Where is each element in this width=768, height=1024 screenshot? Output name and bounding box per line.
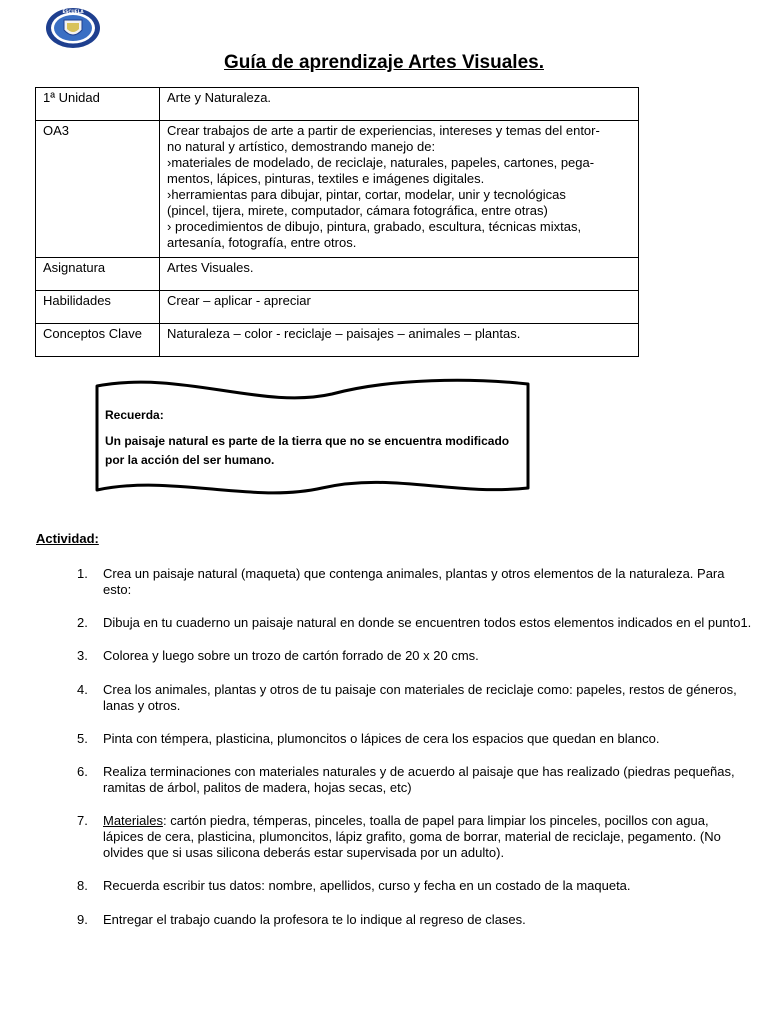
row-label: Conceptos Clave xyxy=(36,324,160,357)
table-row xyxy=(36,121,639,258)
list-item xyxy=(77,566,752,598)
row-value: Arte y Naturaleza. xyxy=(160,88,639,121)
item-text: Colorea y luego sobre un trozo de cartón forrado de 20 x 20 cms. xyxy=(103,648,479,663)
oa3-line: artesanía, fotografía, entre otros. xyxy=(167,235,357,250)
list-item xyxy=(77,615,752,631)
item-number: 1. xyxy=(77,566,88,581)
oa3-line: mentos, lápices, pinturas, textiles e imágenes digitales. xyxy=(167,171,485,186)
info-table xyxy=(35,87,639,357)
row-value-oa3 xyxy=(160,121,639,258)
item-number: 7. xyxy=(77,813,88,828)
table-row xyxy=(36,324,639,357)
row-label: 1ª Unidad xyxy=(36,88,160,121)
item-text: : cartón piedra, témperas, pinceles, toalla de papel para limpiar los pinceles, pocillos con agua, lápices de cera, plasticina, plumoncitos, lápiz grafito, goma de borrar, material de reciclaje, pegamento. (No olvides que si usas silicona deberás estar supervisada por un adulto). xyxy=(103,813,721,860)
item-text: Pinta con témpera, plasticina, plumoncitos o lápices de cera los espacios que quedan en blanco. xyxy=(103,731,660,746)
materials-label: Materiales xyxy=(103,813,163,828)
item-text: Recuerda escribir tus datos: nombre, apellidos, curso y fecha en un costado de la maqueta. xyxy=(103,878,631,893)
list-item xyxy=(77,813,752,861)
row-value: Naturaleza – color - reciclaje – paisajes – animales – plantas. xyxy=(160,324,639,357)
item-number: 9. xyxy=(77,912,88,927)
oa3-line: › procedimientos de dibujo, pintura, grabado, escultura, técnicas mixtas, xyxy=(167,219,582,234)
item-number: 2. xyxy=(77,615,88,630)
school-logo xyxy=(44,6,102,50)
oa3-line: no natural y artístico, demostrando manejo de: xyxy=(167,139,436,154)
page-title: Guía de aprendizaje Artes Visuales. xyxy=(224,52,544,73)
reminder-text: Un paisaje natural es parte de la tierra que no se encuentra modificado por la acción del ser humano. xyxy=(105,434,510,467)
reminder-callout xyxy=(92,376,534,502)
row-label: Asignatura xyxy=(36,258,160,291)
row-label: OA3 xyxy=(36,121,160,258)
item-number: 3. xyxy=(77,648,88,663)
item-text: Crea los animales, plantas y otros de tu paisaje con materiales de reciclaje como: papeles, restos de géneros, lanas y otros. xyxy=(103,682,737,713)
list-item xyxy=(77,912,752,928)
table-row xyxy=(36,88,639,121)
row-value: Crear – aplicar - apreciar xyxy=(160,291,639,324)
row-value: Artes Visuales. xyxy=(160,258,639,291)
item-number: 5. xyxy=(77,731,88,746)
reminder-heading: Recuerda: xyxy=(105,408,164,422)
item-number: 8. xyxy=(77,878,88,893)
table-row xyxy=(36,258,639,291)
item-text: Entregar el trabajo cuando la profesora te lo indique al regreso de clases. xyxy=(103,912,526,927)
logo-arc-text: ESCUELA xyxy=(62,9,84,14)
item-text: Realiza terminaciones con materiales naturales y de acuerdo al paisaje que has realizado (piedras pequeñas, ramitas de árbol, palitos de madera, hojas secas, etc) xyxy=(103,764,735,795)
oa3-line: ›materiales de modelado, de reciclaje, naturales, papeles, cartones, pega- xyxy=(167,155,595,170)
item-number: 4. xyxy=(77,682,88,697)
item-text: Dibuja en tu cuaderno un paisaje natural en donde se encuentren todos estos elementos indicados en el punto1. xyxy=(103,615,752,630)
list-item xyxy=(77,731,752,747)
table-row xyxy=(36,291,639,324)
list-item xyxy=(77,878,752,894)
oa3-line: Crear trabajos de arte a partir de experiencias, intereses y temas del entor- xyxy=(167,123,600,138)
row-label: Habilidades xyxy=(36,291,160,324)
item-text: Crea un paisaje natural (maqueta) que contenga animales, plantas y otros elementos de la naturaleza. Para esto: xyxy=(103,566,725,597)
oa3-line: (pincel, tijera, mirete, computador, cámara fotográfica, entre otras) xyxy=(167,203,548,218)
oa3-line: ›herramientas para dibujar, pintar, cortar, modelar, unir y tecnológicas xyxy=(167,187,566,202)
activity-list xyxy=(77,566,752,928)
item-number: 6. xyxy=(77,764,88,779)
list-item xyxy=(77,682,752,714)
list-item xyxy=(77,648,752,664)
list-item xyxy=(77,764,752,796)
activity-heading: Actividad: xyxy=(36,531,99,546)
